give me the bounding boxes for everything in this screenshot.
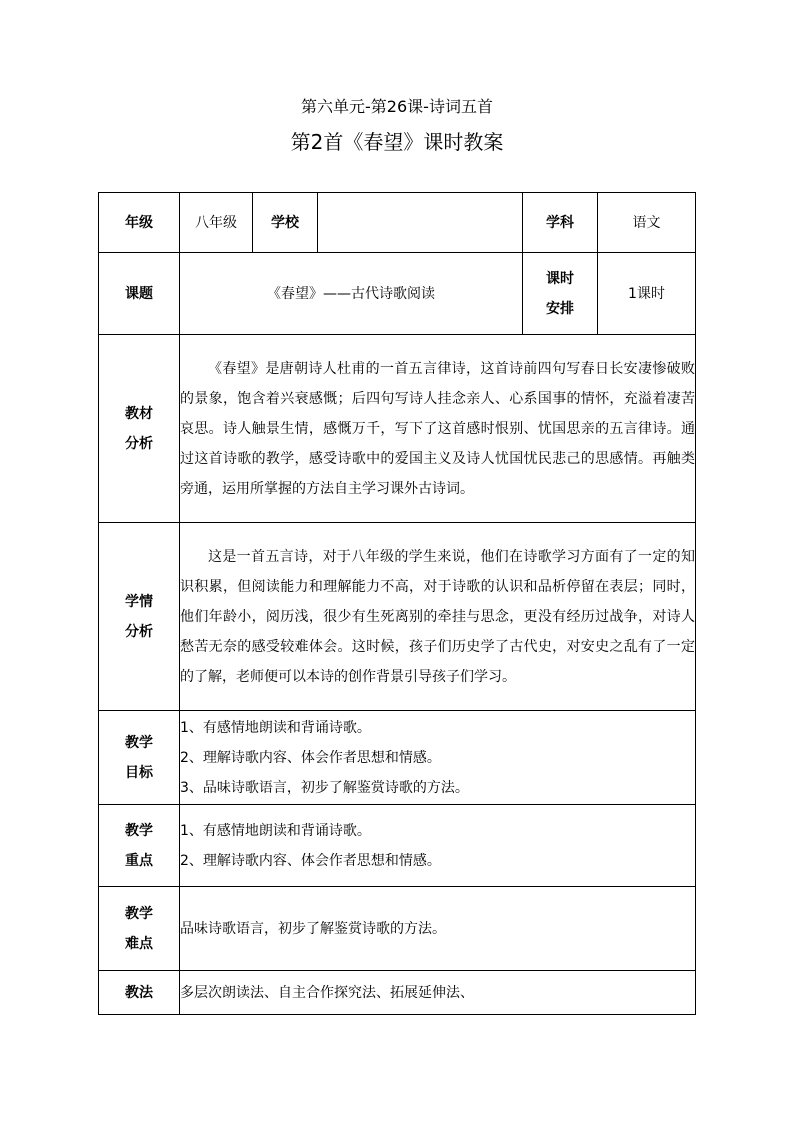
grade-label: 年级 <box>99 193 180 253</box>
table-row-material-analysis <box>99 335 696 523</box>
students-label-line2: 分析 <box>125 623 153 640</box>
material-label <box>99 335 180 523</box>
table-row-teaching-goals <box>99 711 696 805</box>
key-points-label-line1: 教学 <box>125 822 153 839</box>
list-item: 2、理解诗歌内容、体会作者思想和情感。 <box>180 852 441 869</box>
table-row-key-points <box>99 805 696 887</box>
schedule-label-line1: 课时 <box>546 270 574 287</box>
goals-label-line2: 目标 <box>125 764 153 781</box>
methods-label: 教法 <box>99 971 180 1015</box>
table-row-basic-info <box>99 193 696 253</box>
difficulties-label-line2: 难点 <box>125 935 153 952</box>
difficulties-label <box>99 887 180 971</box>
students-label-line1: 学情 <box>125 593 153 610</box>
goals-label <box>99 711 180 805</box>
list-item: 1、有感情地朗读和背诵诗歌。 <box>180 822 371 839</box>
unit-title: 第六单元-第26课-诗词五首 <box>301 97 493 116</box>
school-label: 学校 <box>253 193 318 253</box>
material-label-line2: 分析 <box>125 435 153 452</box>
schedule-label <box>523 253 598 335</box>
topic-label: 课题 <box>99 253 180 335</box>
list-item: 1、有感情地朗读和背诵诗歌。 <box>180 719 371 736</box>
schedule-label-line2: 安排 <box>546 300 574 317</box>
subject-value: 语文 <box>598 193 696 253</box>
lesson-plan-table <box>98 192 696 1015</box>
key-points-list <box>180 805 696 887</box>
material-label-line1: 教材 <box>125 405 153 422</box>
methods-text: 多层次朗读法、自主合作探究法、拓展延伸法、 <box>180 971 696 1015</box>
student-analysis-text: 这是一首五言诗，对于八年级的学生来说，他们在诗歌学习方面有了一定的知识积累，但阅读能力和理解能力不高，对于诗歌的认识和品析停留在表层；同时，他们年龄小，阅历浅，很少有生死离别的牵挂与思念，更没有经历过战争，对诗人愁苦无奈的感受较难体会。这时候，孩子们历史学了古代史，对安史之乱有了一定的了解，老师便可以本诗的创作背景引导孩子们学习。 <box>180 523 696 711</box>
table-row-methods <box>99 971 696 1015</box>
list-item: 3、品味诗歌语言，初步了解鉴赏诗歌的方法。 <box>180 779 469 796</box>
topic-value: 《春望》——古代诗歌阅读 <box>180 253 523 335</box>
table-row-difficulties <box>99 887 696 971</box>
goals-list <box>180 711 696 805</box>
schedule-value: 1课时 <box>598 253 696 335</box>
table-row-topic <box>99 253 696 335</box>
material-analysis-text: 《春望》是唐朝诗人杜甫的一首五言律诗，这首诗前四句写春日长安凄惨破败的景象，饱含着兴衰感慨；后四句写诗人挂念亲人、心系国事的情怀，充溢着凄苦哀思。诗人触景生情，感慨万千，写下了这首感时恨别、忧国思亲的五言律诗。通过这首诗歌的教学，感受诗歌中的爱国主义及诗人忧国忧民悲己的思感情。再触类旁通，运用所掌握的方法自主学习课外古诗词。 <box>180 335 696 523</box>
goals-label-line1: 教学 <box>125 734 153 751</box>
table-row-student-analysis <box>99 523 696 711</box>
key-points-label-line2: 重点 <box>125 852 153 869</box>
difficulties-text: 品味诗歌语言，初步了解鉴赏诗歌的方法。 <box>180 887 696 971</box>
subject-label: 学科 <box>523 193 598 253</box>
school-value <box>318 193 523 253</box>
difficulties-label-line1: 教学 <box>125 905 153 922</box>
key-points-label <box>99 805 180 887</box>
grade-value: 八年级 <box>180 193 253 253</box>
students-label <box>99 523 180 711</box>
lesson-title: 第2首《春望》课时教案 <box>290 130 504 154</box>
list-item: 2、理解诗歌内容、体会作者思想和情感。 <box>180 749 441 766</box>
